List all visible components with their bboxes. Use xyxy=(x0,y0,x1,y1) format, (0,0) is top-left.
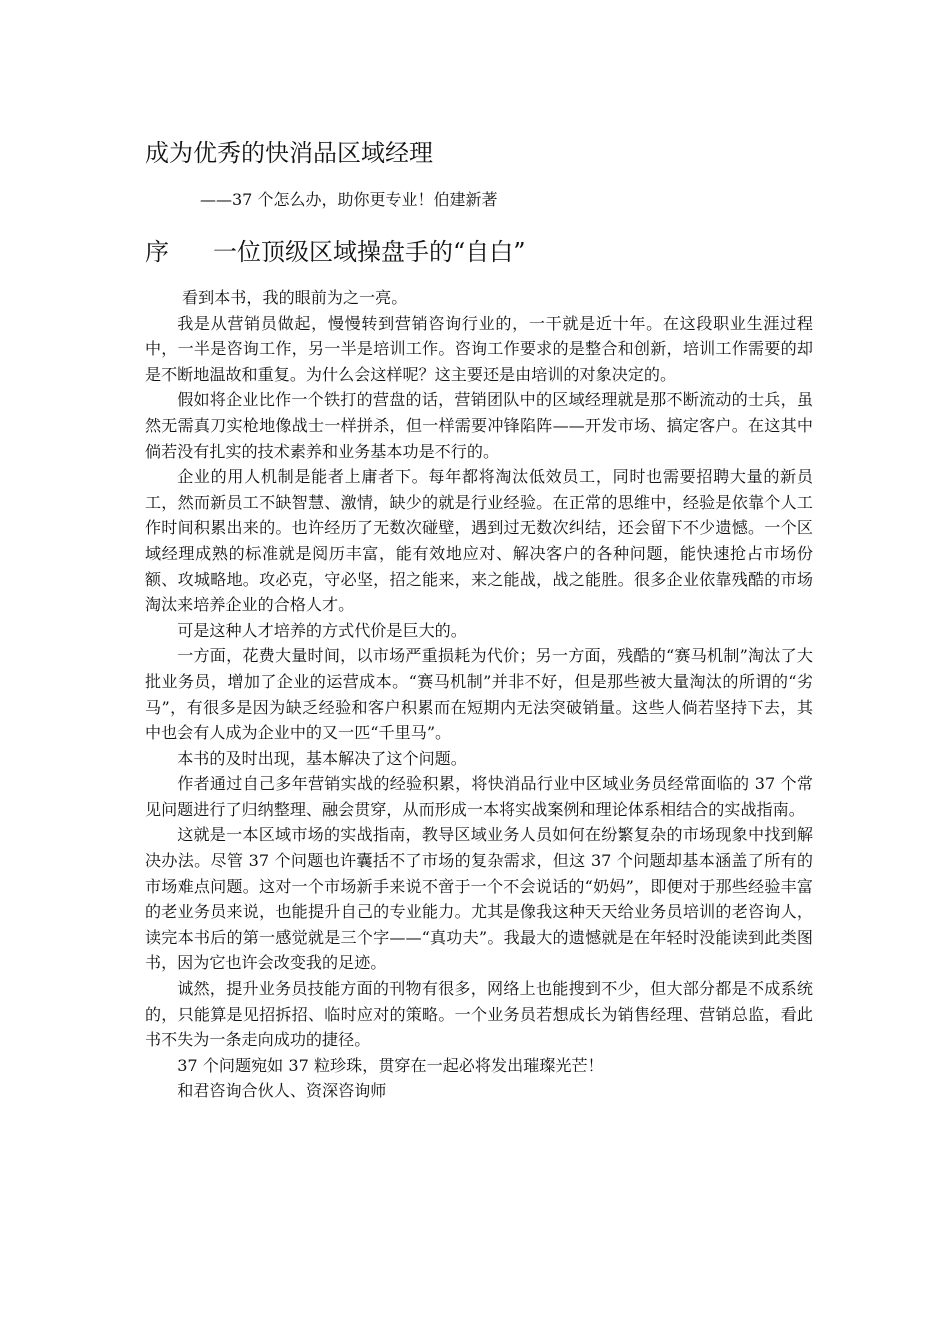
book-subtitle: ——37 个怎么办，助你更专业！伯建新著 xyxy=(200,190,498,209)
preface-heading xyxy=(145,236,526,268)
book-title: 成为优秀的快消品区域经理 xyxy=(145,139,433,167)
preface-title: 一位顶级区域操盘手的“自白” xyxy=(213,238,526,266)
preface-body xyxy=(145,285,813,1104)
paragraph: 我是从营销员做起，慢慢转到营销咨询行业的，一干就是近十年。在这段职业生涯过程中，一半是咨询工作，另一半是培训工作。咨询工作要求的是整合和创新，培训工作需要的却是不断地温故和重复。为什么会这样呢？这主要还是由培训的对象决定的。 xyxy=(145,313,813,384)
signature-line: 和君咨询合伙人、资深咨询师 xyxy=(177,1081,387,1101)
paragraph: 诚然，提升业务员技能方面的刊物有很多，网络上也能搜到不少，但大部分都是不成系统的，只能算是见招拆招、临时应对的策略。一个业务员若想成长为销售经理、营销总监，看此书不失为一条走向成功的捷径。 xyxy=(145,979,813,1050)
preface-label: 序 xyxy=(145,238,169,266)
paragraph: 作者通过自己多年营销实战的经验积累，将快消品行业中区域业务员经常面临的 37 个常见问题进行了归纳整理、融会贯穿，从而形成一本将实战案例和理论体系相结合的实战指南。 xyxy=(145,774,813,819)
paragraph: 假如将企业比作一个铁打的营盘的话，营销团队中的区域经理就是那不断流动的士兵，虽然无需真刀实枪地像战士一样拼杀，但一样需要冲锋陷阵——开发市场、搞定客户。在这其中倘若没有扎实的技术素养和业务基本功是不行的。 xyxy=(145,390,813,461)
paragraph: 本书的及时出现，基本解决了这个问题。 xyxy=(177,748,467,768)
paragraph: 这就是一本区域市场的实战指南，教导区域业务人员如何在纷繁复杂的市场现象中找到解决办法。尽管 37 个问题也许囊括不了市场的复杂需求，但这 37 个问题却基本涵盖了所有的市场难点问题。这对一个市场新手来说不啻于一个不会说话的“奶妈”，即便对于那些经验丰富的老业务员来说，也能提升自己的专业能力。尤其是像我这种天天给业务员培训的老咨询人，读完本书后的第一感觉就是三个字——“真功夫”。我最大的遗憾就是在年轻时没能读到此类图书，因为它也许会改变我的足迹。 xyxy=(145,825,813,973)
paragraph: 企业的用人机制是能者上庸者下。每年都将淘汰低效员工，同时也需要招聘大量的新员工，然而新员工不缺智慧、激情，缺少的就是行业经验。在正常的思维中，经验是依靠个人工作时间积累出来的。也许经历了无数次碰壁，遇到过无数次纠结，还会留下不少遗憾。一个区域经理成熟的标准就是阅历丰富，能有效地应对、解决客户的各种问题，能快速抢占市场份额、攻城略地。攻必克，守必坚，招之能来，来之能战，战之能胜。很多企业依靠残酷的市场淘汰来培养企业的合格人才。 xyxy=(145,467,813,615)
paragraph: 一方面，花费大量时间，以市场严重损耗为代价；另一方面，残酷的“赛马机制”淘汰了大批业务员，增加了企业的运营成本。“赛马机制”并非不好，但是那些被大量淘汰的所谓的“劣马”，有很多是因为缺乏经验和客户积累而在短期内无法突破销量。这些人倘若坚持下去，其中也会有人成为企业中的又一匹“千里马”。 xyxy=(145,646,813,743)
paragraph: 可是这种人才培养的方式代价是巨大的。 xyxy=(177,620,467,640)
paragraph: 看到本书，我的眼前为之一亮。 xyxy=(182,288,408,307)
paragraph: 37 个问题宛如 37 粒珍珠，贯穿在一起必将发出璀璨光芒！ xyxy=(177,1055,604,1075)
